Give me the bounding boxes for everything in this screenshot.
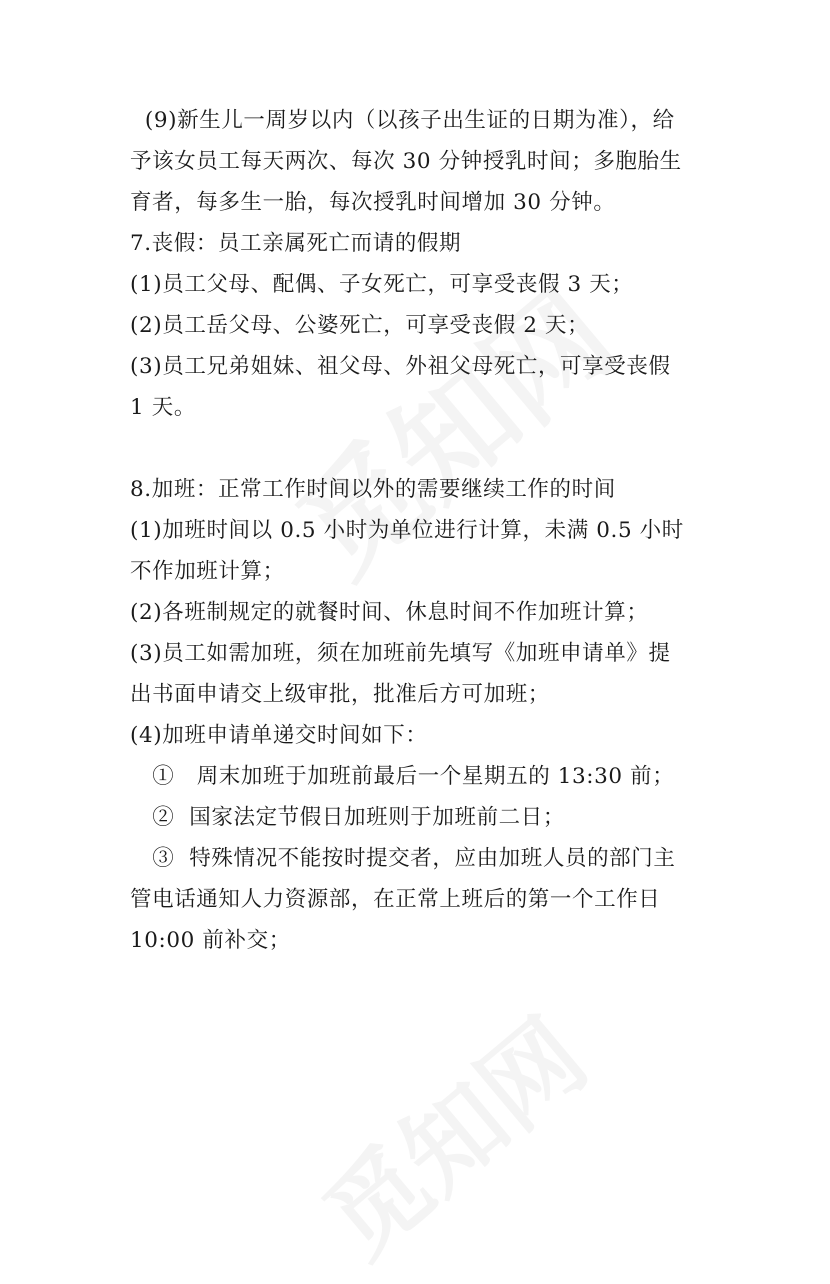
list-item: ③ 特殊情况不能按时提交者，应由加班人员的部门主 — [130, 846, 676, 871]
section-heading-overtime: 8.加班：正常工作时间以外的需要继续工作的时间 — [130, 477, 616, 502]
document-body — [130, 100, 708, 961]
text-line: (3)员工如需加班，须在加班前先填写《加班申请单》提 — [130, 641, 671, 666]
watermark — [289, 980, 611, 1283]
text-line: 育者，每多生一胎，每次授乳时间增加 30 分钟。 — [130, 190, 616, 215]
text-line: 出书面申请交上级审批，批准后方可加班； — [130, 682, 550, 707]
text-line: 1 天。 — [130, 395, 196, 420]
list-item: ① 周末加班于加班前最后一个星期五的 13:30 前； — [130, 764, 675, 789]
text-line: 10:00 前补交； — [130, 928, 291, 953]
text-line: 予该女员工每天两次、每次 30 分钟授乳时间；多胞胎生 — [130, 149, 682, 174]
text-line: (3)员工兄弟姐妹、祖父母、外祖父母死亡，可享受丧假 — [130, 354, 671, 379]
text-line: (1)加班时间以 0.5 小时为单位进行计算，未满 0.5 小时 — [130, 518, 684, 543]
text-line: 管电话通知人力资源部，在正常上班后的第一个工作日 — [130, 887, 661, 912]
text-line: (1)员工父母、配偶、子女死亡，可享受丧假 3 天； — [130, 272, 634, 297]
blank-line — [130, 428, 708, 469]
text-line: (2)员工岳父母、公婆死亡，可享受丧假 2 天； — [130, 313, 590, 338]
text-line: (2)各班制规定的就餐时间、休息时间不作加班计算； — [130, 600, 649, 625]
list-item: ② 国家法定节假日加班则于加班前二日； — [130, 805, 565, 830]
section-heading-bereavement: 7.丧假：员工亲属死亡而请的假期 — [130, 231, 462, 256]
text-line: 不作加班计算； — [130, 559, 285, 584]
text-line: (4)加班申请单递交时间如下： — [130, 723, 428, 748]
text-line: (9)新生儿一周岁以内（以孩子出生证的日期为准），给 — [130, 108, 675, 133]
